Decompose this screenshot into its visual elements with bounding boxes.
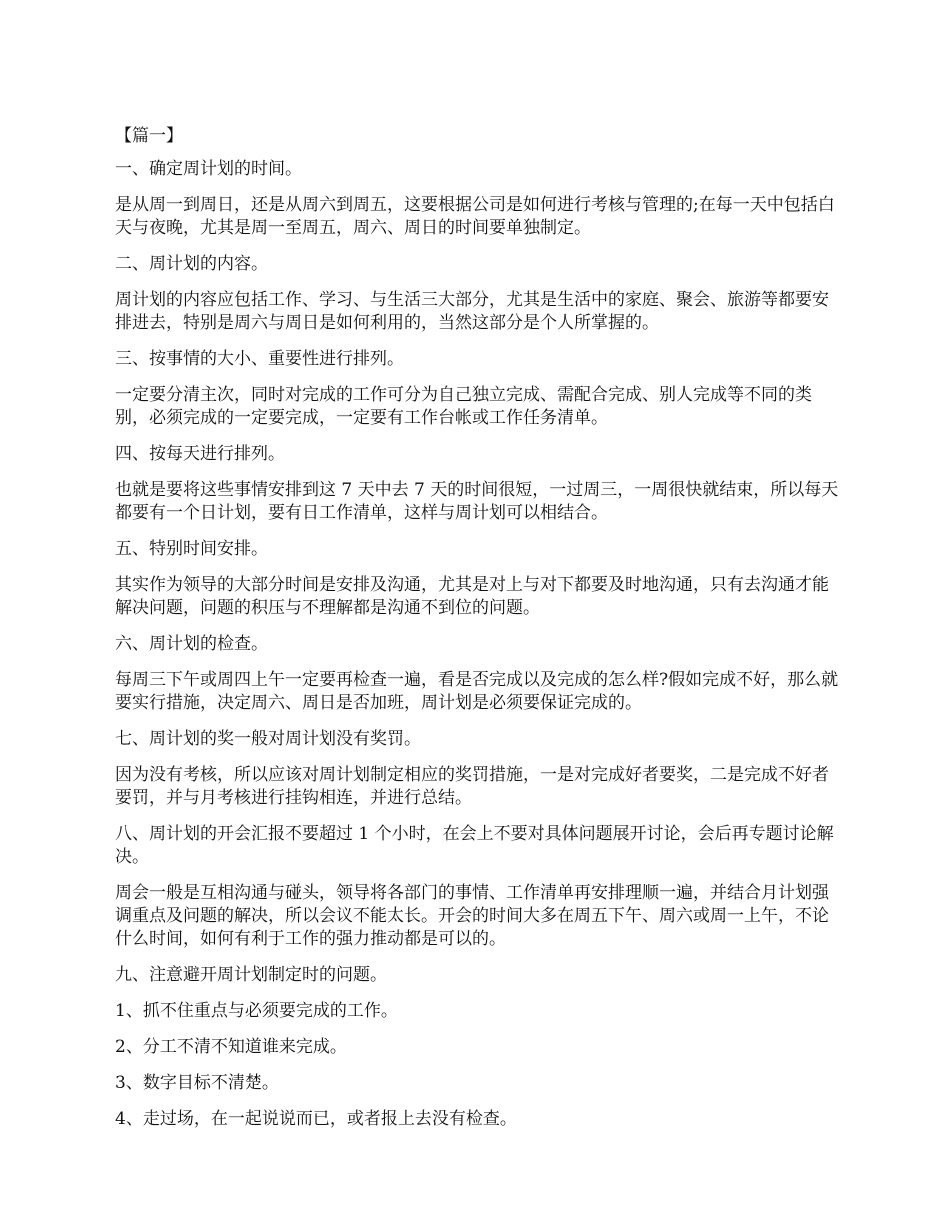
heading-daily: 四、按每天进行排列。 [115,444,285,464]
heading-rewards: 七、周计划的奖一般对周计划没有奖罚。 [115,729,421,749]
heading-special-time: 五、特别时间安排。 [115,539,268,559]
heading-meeting: 八、周计划的开会汇报不要超过 1 个小时，在会上不要对具体问题展开讨论，会后再专题讨论解决。 [115,824,834,867]
list-item: 2、分工不清不知道谁来完成。 [115,1037,347,1057]
paragraph: 一定要分清主次，同时对完成的工作可分为自己独立完成、需配合完成、别人完成等不同的类别，必须完成的一定要完成，一定要有工作台帐或工作任务清单。 [115,385,812,428]
paragraph: 周计划的内容应包括工作、学习、与生活三大部分，尤其是生活中的家庭、聚会、旅游等都要安排进去，特别是周六与周日是如何利用的，当然这部分是个人所掌握的。 [115,290,829,333]
document-body [115,125,840,1144]
list-item: 1、抓不住重点与必须要完成的工作。 [115,1001,398,1021]
section-heading: 【篇一】 [115,126,183,146]
paragraph: 是从周一到周日，还是从周六到周五，这要根据公司是如何进行考核与管理的;在每一天中包括白天与夜晚，尤其是周一至周五，周六、周日的时间要单独制定。 [115,195,835,238]
heading-priority: 三、按事情的大小、重要性进行排列。 [115,349,404,369]
paragraph: 每周三下午或周四上午一定要再检查一遍，看是否完成以及完成的怎么样?假如完成不好，那么就要实行措施，决定周六、周日是否加班，周计划是必须要保证完成的。 [115,670,839,713]
paragraph: 因为没有考核，所以应该对周计划制定相应的奖罚措施，一是对完成好者要奖，二是完成不好者要罚，并与月考核进行挂钩相连，并进行总结。 [115,765,829,808]
list-item: 3、数字目标不清楚。 [115,1073,279,1093]
paragraph: 其实作为领导的大部分时间是安排及沟通，尤其是对上与对下都要及时地沟通，只有去沟通才能解决问题，问题的积压与不理解都是沟通不到位的问题。 [115,575,829,618]
paragraph: 也就是要将这些事情安排到这 7 天中去 7 天的时间很短，一过周三，一周很快就结束，所以每天都要有一个日计划，要有日工作清单，这样与周计划可以相结合。 [115,480,839,523]
heading-pitfalls: 九、注意避开周计划制定时的问题。 [115,965,387,985]
heading-review: 六、周计划的检查。 [115,634,268,654]
heading-content: 二、周计划的内容。 [115,254,268,274]
list-item: 4、走过场，在一起说说而已，或者报上去没有检查。 [115,1109,517,1129]
heading-time: 一、确定周计划的时间。 [115,159,302,179]
paragraph: 周会一般是互相沟通与碰头，领导将各部门的事情、工作清单再安排理顺一遍，并结合月计划强调重点及问题的解决，所以会议不能太长。开会的时间大多在周五下午、周六或周一上午，不论什么时间，如何有利于工作的强力推动都是可以的。 [115,883,829,949]
